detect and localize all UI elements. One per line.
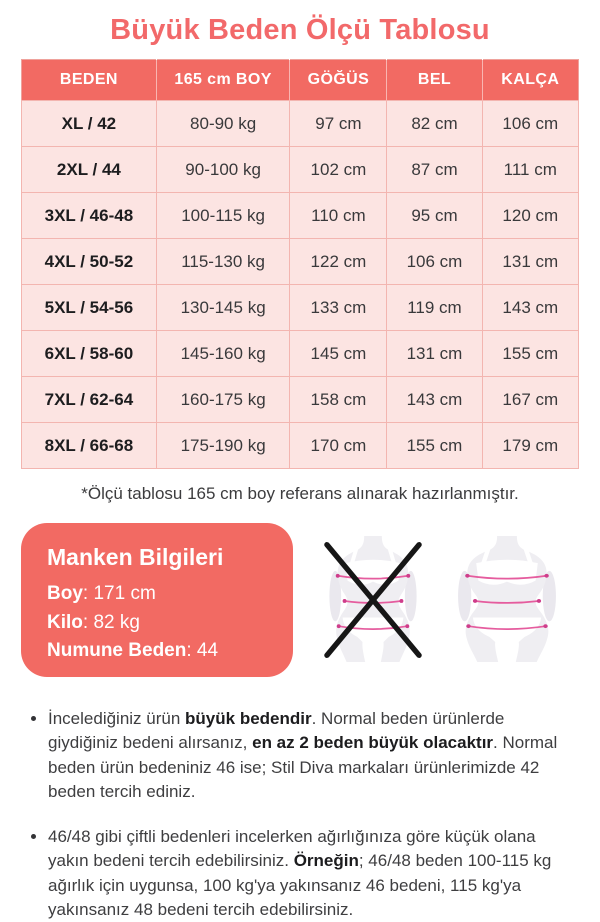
value-cell: 120 cm [482,193,578,239]
column-header: KALÇA [482,60,578,101]
value-cell: 143 cm [482,285,578,331]
value-cell: 106 cm [482,101,578,147]
size-table-header [22,60,579,101]
size-cell: 3XL / 46-48 [22,193,157,239]
column-header: GÖĞÜS [290,60,387,101]
size-cell: 6XL / 58-60 [22,331,157,377]
column-header: BEL [387,60,482,101]
value-cell: 131 cm [387,331,482,377]
wrong-size-figure [324,536,422,664]
page-title: Büyük Beden Ölçü Tablosu [110,14,490,46]
table-row [22,239,579,285]
size-cell: 8XL / 66-68 [22,423,157,469]
note-text: . Normal beden ürün bedeniniz 46 ise; Stil Diva markaları ürünlerimizde 42 beden tercih ediniz. [48,733,558,801]
value-cell: 175-190 kg [156,423,290,469]
column-header: 165 cm BOY [156,60,290,101]
value-cell: 110 cm [290,193,387,239]
table-row [22,147,579,193]
value-cell: 115-130 kg [156,239,290,285]
note-text: 46/48 gibi çiftli bedenleri incelerken ağırlığınıza göre küçük olana yakın bedeni tercih edebilirsiniz. [48,827,536,871]
value-cell: 97 cm [290,101,387,147]
value-cell: 87 cm [387,147,482,193]
header-row [22,60,579,101]
note-emphasis: Örneğin [293,851,359,871]
value-cell: 155 cm [482,331,578,377]
value-cell: 82 cm [387,101,482,147]
value-cell: 102 cm [290,147,387,193]
model-info-row [47,609,267,638]
correct-size-figure [452,536,562,664]
size-cell: 7XL / 62-64 [22,377,157,423]
model-info-label: Kilo [47,611,83,633]
value-cell: 131 cm [482,239,578,285]
table-row [22,101,579,147]
note-text: ; 46/48 beden 100-115 kg ağırlık için uygunsa, 100 kg'ya yakınsanız 46 bedeni, 115 kg'ya yakınsanız 48 bedeni tercih edebilirsiniz. [48,851,552,920]
size-cell: 4XL / 50-52 [22,239,157,285]
model-info-title: Manken Bilgileri [47,544,224,570]
model-info-card [21,523,293,677]
value-cell: 80-90 kg [156,101,290,147]
value-cell: 160-175 kg [156,377,290,423]
body-figures [293,523,579,677]
column-header: BEDEN [22,60,157,101]
model-info-row [47,580,267,609]
table-row [22,193,579,239]
value-cell: 170 cm [290,423,387,469]
model-info-value: : 82 kg [82,611,140,633]
value-cell: 119 cm [387,285,482,331]
model-info-rows [47,580,267,666]
size-cell: 2XL / 44 [22,147,157,193]
note-text: İncelediğiniz ürün [48,709,186,728]
value-cell: 155 cm [387,423,482,469]
note-emphasis: büyük bedendir [185,709,312,728]
size-cell: 5XL / 54-56 [22,285,157,331]
value-cell: 179 cm [482,423,578,469]
value-cell: 106 cm [387,239,482,285]
size-table [21,59,579,469]
value-cell: 122 cm [290,239,387,285]
table-row [22,285,579,331]
model-info-label: Numune Beden [47,640,187,661]
value-cell: 167 cm [482,377,578,423]
size-table-body [22,101,579,469]
sizing-note [48,825,576,922]
value-cell: 158 cm [290,377,387,423]
model-info-row [47,637,267,666]
value-cell: 133 cm [290,285,387,331]
value-cell: 111 cm [482,147,578,193]
sizing-note [48,707,576,804]
model-info-value: : 171 cm [82,583,156,604]
value-cell: 145 cm [290,331,387,377]
table-row [22,377,579,423]
table-footnote: *Ölçü tablosu 165 cm boy referans alınarak hazırlanmıştır. [81,484,519,503]
value-cell: 130-145 kg [156,285,290,331]
note-text: . Normal beden ürünlerde giydiğiniz bedeni alırsanız, [48,709,505,753]
value-cell: 143 cm [387,377,482,423]
note-emphasis: en az 2 beden büyük olacaktır [252,733,494,753]
model-info-section [21,523,579,677]
table-row [22,423,579,469]
value-cell: 90-100 kg [156,147,290,193]
value-cell: 100-115 kg [156,193,290,239]
model-info-label: Boy [47,583,83,604]
value-cell: 95 cm [387,193,482,239]
size-cell: XL / 42 [22,101,157,147]
sizing-notes-list [30,707,576,922]
value-cell: 145-160 kg [156,331,290,377]
table-row [22,331,579,377]
size-chart-infographic [0,14,600,920]
model-info-value: : 44 [186,640,219,661]
